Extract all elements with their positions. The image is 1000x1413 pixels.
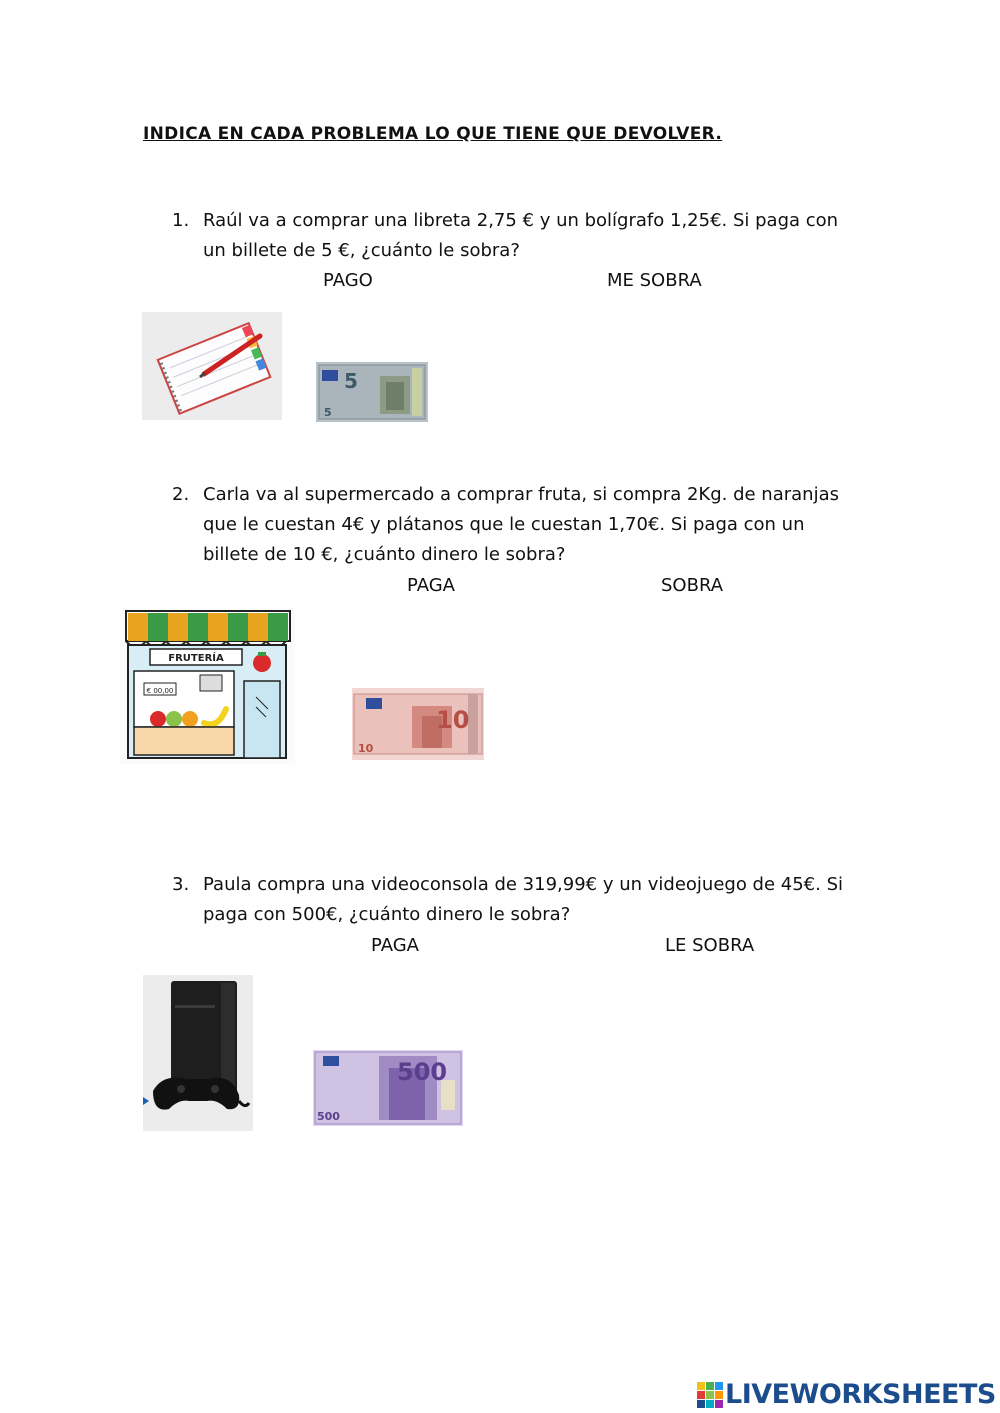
- problem-2: [172, 480, 862, 570]
- problem-text-line: que le cuestan 4€ y plátanos que le cuestan 1,70€. Si paga con un: [203, 514, 805, 535]
- fruit-shop-icon: [120, 609, 295, 764]
- videoconsole-image: [143, 975, 253, 1131]
- problem-number: 1.: [172, 210, 190, 231]
- problem-text-line: paga con 500€, ¿cuánto dinero le sobra?: [203, 904, 571, 925]
- pay-label: PAGO: [323, 270, 373, 291]
- banknote-500-icon: [313, 1050, 463, 1126]
- banknote-value-small: 500: [317, 1110, 340, 1123]
- game-console-icon: [143, 975, 253, 1131]
- liveworksheets-logo-icon: [697, 1382, 723, 1410]
- problem-3: [172, 870, 862, 930]
- problem-1: [172, 206, 862, 266]
- rest-label: SOBRA: [661, 575, 724, 596]
- problem-number: 2.: [172, 484, 190, 505]
- pay-label: PAGA: [371, 935, 419, 956]
- rest-label: ME SOBRA: [607, 270, 702, 291]
- notebook-pen-icon: [142, 312, 282, 420]
- problem-number: 3.: [172, 874, 190, 895]
- banknote-5-euro: [316, 362, 428, 426]
- problem-text-line: Raúl va a comprar una libreta 2,75 € y un bolígrafo 1,25€. Si paga con: [203, 210, 839, 231]
- price-tag: € 00,00: [146, 687, 174, 695]
- problem-text-line: Carla va al supermercado a comprar fruta, si compra 2Kg. de naranjas: [203, 484, 839, 505]
- notebook-image: [142, 312, 282, 420]
- banknote-5-icon: [316, 362, 428, 422]
- rest-label: LE SOBRA: [665, 935, 755, 956]
- banknote-value-small: 5: [324, 406, 332, 419]
- problem-text-line: billete de 10 €, ¿cuánto dinero le sobra?: [203, 544, 566, 565]
- shop-sign: FRUTERÍA: [168, 653, 224, 664]
- banknote-value: 5: [344, 369, 358, 393]
- banknote-value: 10: [436, 706, 470, 734]
- worksheet-title: INDICA EN CADA PROBLEMA LO QUE TIENE QUE DEVOLVER.: [143, 124, 723, 144]
- problem-text-line: un billete de 5 €, ¿cuánto le sobra?: [203, 240, 520, 261]
- banknote-10-euro: [352, 688, 484, 764]
- pay-label: PAGA: [407, 575, 455, 596]
- banknote-500-euro: [313, 1050, 463, 1130]
- fruit-shop-image: [120, 609, 295, 764]
- banknote-value-small: 10: [358, 742, 374, 755]
- banknote-10-icon: [352, 688, 484, 760]
- liveworksheets-brand: LIVEWORKSHEETS: [725, 1379, 996, 1410]
- problem-text-line: Paula compra una videoconsola de 319,99€ y un videojuego de 45€. Si: [203, 874, 844, 895]
- banknote-value: 500: [397, 1058, 448, 1086]
